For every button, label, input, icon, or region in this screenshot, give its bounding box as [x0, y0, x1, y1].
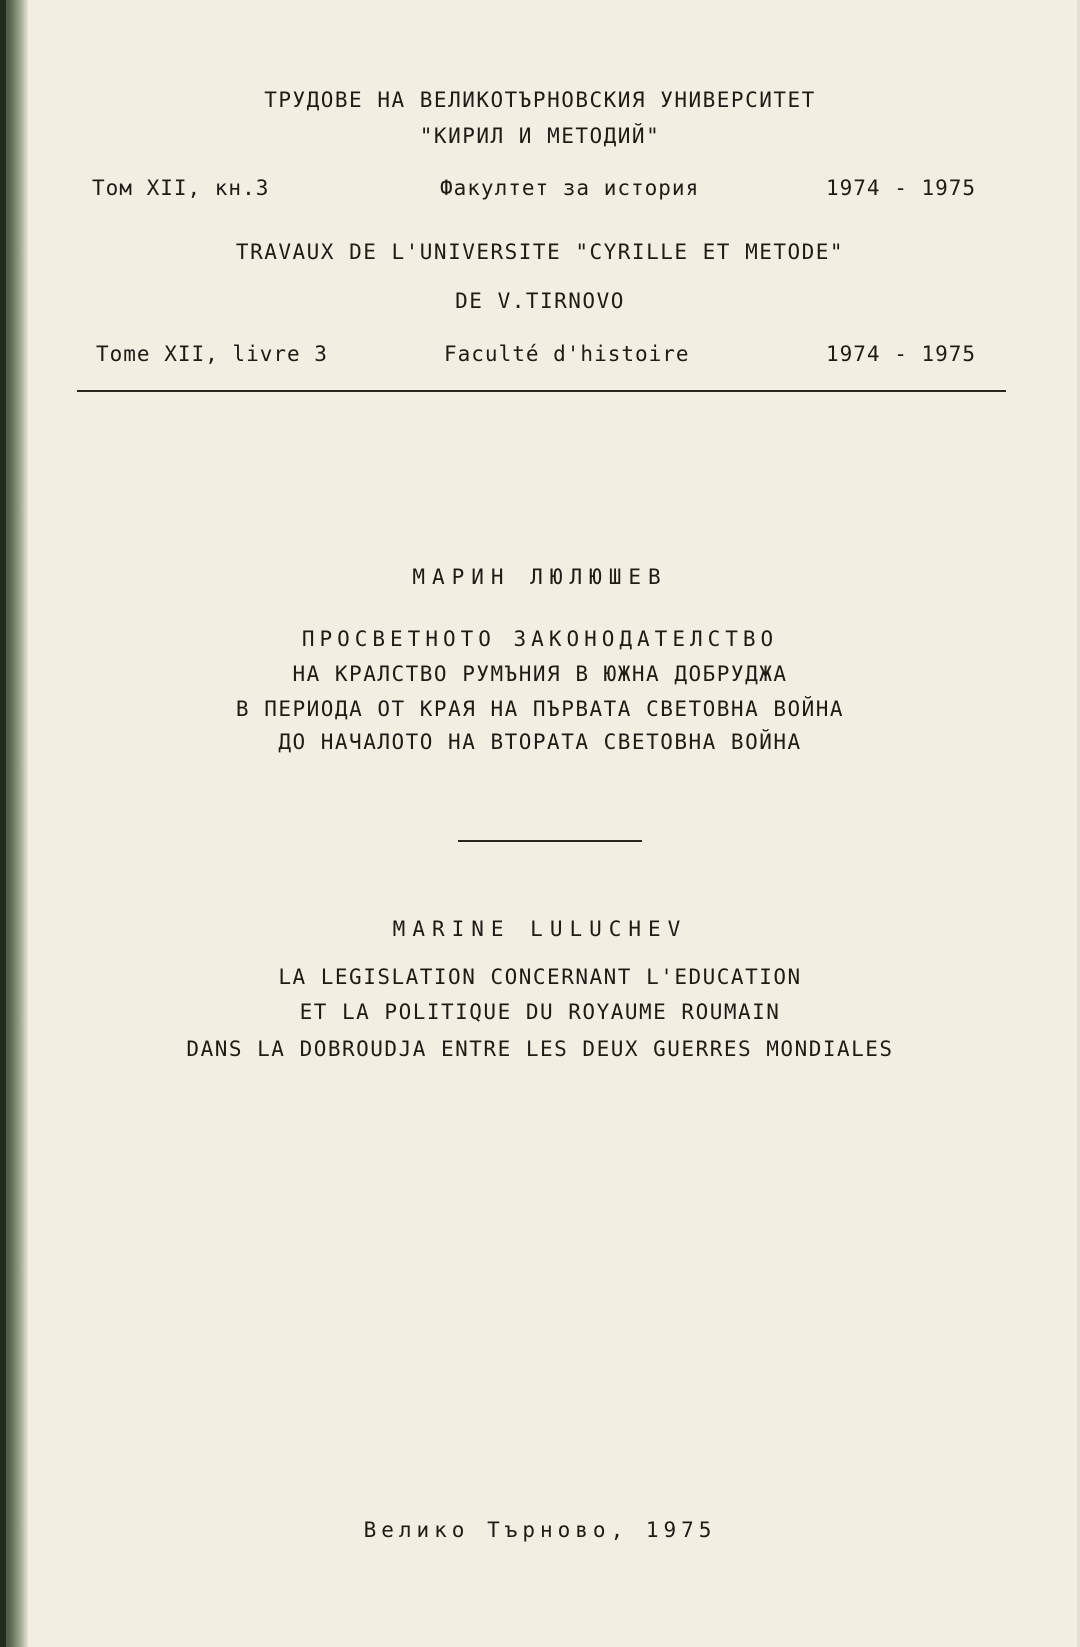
bg-faculty: Факултет за история: [440, 176, 700, 200]
author-bg: МАРИН ЛЮЛЮШЕВ: [412, 565, 668, 589]
bg-volume: Том XII, кн.3: [92, 176, 270, 200]
title-bg-line: НА КРАЛСТВО РУМЪНИЯ В ЮЖНА ДОБРУДЖА: [292, 662, 788, 686]
header-title-fr-line1: TRAVAUX DE L'UNIVERSITE "CYRILLE ET METODE": [235, 240, 845, 264]
title-bg-line: ПРОСВЕТНОТО ЗАКОНОДАТЕЛСТВО: [301, 627, 779, 651]
fr-years: 1974 - 1975: [826, 342, 977, 366]
fr-faculty: Faculté d'histoire: [444, 342, 690, 366]
title-fr-line: DANS LA DOBROUDJA ENTRE LES DEUX GUERRES MONDIALES: [186, 1037, 894, 1061]
header-rule: [77, 390, 1006, 392]
title-bg-line: ДО НАЧАЛОТО НА ВТОРАТА СВЕТОВНА ВОЙНА: [278, 730, 802, 754]
title-fr-line: ET LA POLITIQUE DU ROYAUME ROUMAIN: [299, 1000, 781, 1024]
header-title-fr-line2: DE V.TIRNOVO: [455, 289, 625, 313]
bg-years: 1974 - 1975: [826, 176, 977, 200]
author-fr: MARINE LULUCHEV: [392, 917, 688, 941]
fr-volume: Tome XII, livre 3: [96, 342, 328, 366]
header-title-bg-line2: "КИРИЛ И МЕТОДИЙ": [419, 124, 661, 148]
title-bg-line: В ПЕРИОДА ОТ КРАЯ НА ПЪРВАТА СВЕТОВНА ВОЙНА: [235, 697, 845, 721]
imprint: Велико Търново, 1975: [363, 1518, 717, 1542]
section-divider: [458, 840, 642, 842]
header-title-bg-line1: ТРУДОВЕ НА ВЕЛИКОТЪРНОВСКИЯ УНИВЕРСИТЕТ: [264, 88, 816, 112]
title-fr-line: LA LEGISLATION CONCERNANT L'EDUCATION: [278, 965, 802, 989]
